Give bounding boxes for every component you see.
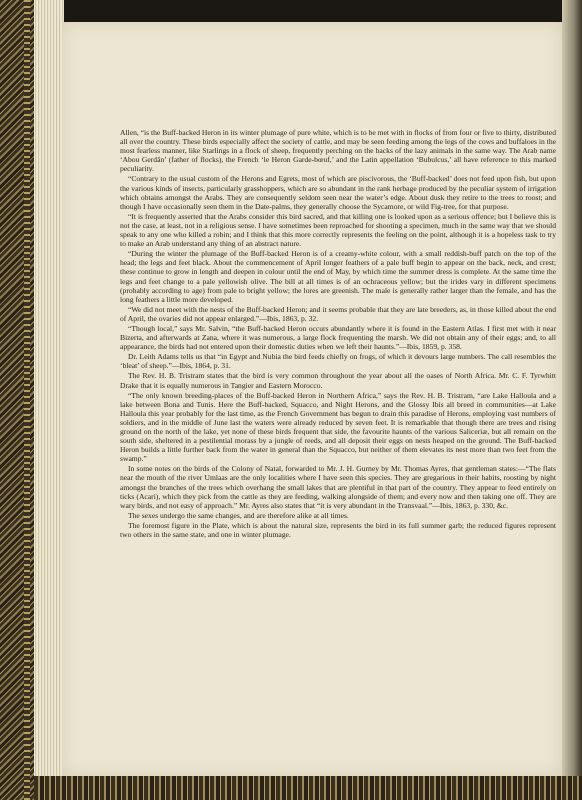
- book-binding-left: [0, 0, 34, 800]
- book-binding-bottom: [34, 776, 582, 800]
- paragraph: The foremost figure in the Plate, which is about the natural size, represents the bird in its full summer garb; the reduced figures represent two others in the same state, and one in winter plumage.: [120, 520, 556, 540]
- paragraph: “Though local,” says Mr. Salvin, “the Buff-backed Heron occurs abundantly where it is found in the Eastern Atlas. I first met with it near Bizerta, and afterwards at Zana, where it was numerous, a large flock frequenting the marsh. We did not obtain any of their eggs; and, to all appearance, the birds had not entered upon their domestic duties when we left their haunts.”—Ibis, 1859, p. 358.: [120, 323, 556, 352]
- paragraph: “We did not meet with the nests of the Buff-backed Heron; and it seems probable that they are late breeders, as, in those killed about the end of April, the ovaries did not appear enlarged.”—Ibis, 1863, p. 32.: [120, 304, 556, 323]
- paragraph: Dr. Leith Adams tells us that “in Egypt and Nubia the bird feeds chiefly on frogs, of which it devours large numbers. The call resembles the ‘bleat’ of sheep.”—Ibis, 1864, p. 31.: [120, 352, 556, 371]
- paragraph: “The only known breeding-places of the Buff-backed Heron in Northern Africa,” says the Rev. H. B. Tristram, “are Lake Halloula and a lake between Bona and Tunis. Here the Buff-backed, Squacco, and Night Herons, and the Glossy Ibis all breed in communities—at Lake Halloula this year probably for the last time, as the French Government has begun to drain this paradise of Herons, employing vast numbers of soldiers, and in the middle of June last the waters were already reduced by seven feet. It is remarkable that though there are trees and rising ground on the north of the lake, yet none of these birds frequent that side, the favourite haunts of the various Saliceriæ, but all remain on the south side, sheltered in a pestilential morass by a jungle of reeds, and all deposit their eggs on nests heaped on the ground. The Buff-backed Heron builds a little further back from the water in general than the Squacco, but neither of them elevates its nest more than two feet from the swamp.”: [120, 390, 556, 464]
- paragraph: The Rev. H. B. Tristram states that the bird is very common throughout the year about all the oases of North Africa. Mr. C. F. Tyrwhitt Drake that it is equally numerous in Tangier and Eastern Morocco.: [120, 371, 556, 390]
- page-edges: [34, 0, 64, 776]
- paragraph: “It is frequently asserted that the Arabs consider this bird sacred, and that killing one is looked upon as a serious offence; but I believe this is not the case, at least, not in a religious sense. I have sometimes been reproached for shooting a specimen, much in the same way that we should speak to any one who killed a robin; and I think that this more correctly represents the feeling on the point, although it is a hopeless task to try to make an Arab understand any thing of an abstract nature.: [120, 211, 556, 249]
- page-right-edge: [562, 0, 582, 776]
- book-page: [62, 22, 562, 776]
- paragraph: “Contrary to the usual custom of the Herons and Egrets, most of which are piscivorous, the ‘Buff-backed’ does not feed upon fish, but upon the various kinds of insects, particularly grasshoppers, which are so abundant in the rank herbage produced by the peculiar system of irrigation which obtains amongst the Arabs. They are consequently seldom seen near the water’s edge. About dusk they retire to the trees to roost; and though I have occasionally seen them in the Date-palms, they generally choose the Sycamore, or wild Fig-tree, for that purpose.: [120, 174, 556, 211]
- paragraph: The sexes undergo the same changes, and are therefore alike at all times.: [128, 510, 349, 520]
- paragraph: In some notes on the birds of the Colony of Natal, forwarded to Mr. J. H. Gurney by Mr. Thomas Ayres, that gentleman states:—“The flats near the mouth of the river Umlaas are the only localities where I have seen this species. They are gregarious in their habits, roosting by night amongst the branches of the trees which overhang the small lakes that are plentiful in that part of the country. They appear to feed entirely on ticks (Acari), which they pick from the cattle as they are feeding, walking alongside of them; and every now and then taking one off. They are wary birds, and not easy of approach.” Mr. Ayres also states that “it is very abundant in the Transvaal.”—Ibis, 1863, p. 330, &c.: [120, 464, 556, 510]
- body-text: [120, 128, 556, 540]
- paragraph: Allen, “is the Buff-backed Heron in its winter plumage of pure white, which is to be met with in flocks of from four or five to thirty, distributed all over the country. These birds especially affect the society of cattle, and may be seen feeding among the legs of the cows and buffaloes in the most fearless manner, like Starlings in a flock of sheep, frequently perching on the backs of the lazy animals in the same way. The Arab name ‘Abou Gerdân’ (father of flocks), the French ‘le Heron Garde-bœuf,’ and the Latin appellation ‘Bubulcus,’ all have reference to this marked peculiarity.: [120, 128, 556, 174]
- paragraph: “During the winter the plumage of the Buff-backed Heron is of a creamy-white colour, with a small reddish-buff patch on the top of the head; the legs and feet black. About the commencement of April longer feathers of a pale buff begin to appear on the back, neck, and crest; these continue to grow in length and deepen in colour until the end of May, by which time the summer dress is complete. At the same time the legs and feet change to a pale yellowish olive. The bill at all times is of an ochraceous yellow; but the irides vary in different specimens (probably according to age) from pale to bright yellow; the lores are greenish. The male is generally rather larger than the female, and has the long feathers a little more developed.: [120, 249, 556, 304]
